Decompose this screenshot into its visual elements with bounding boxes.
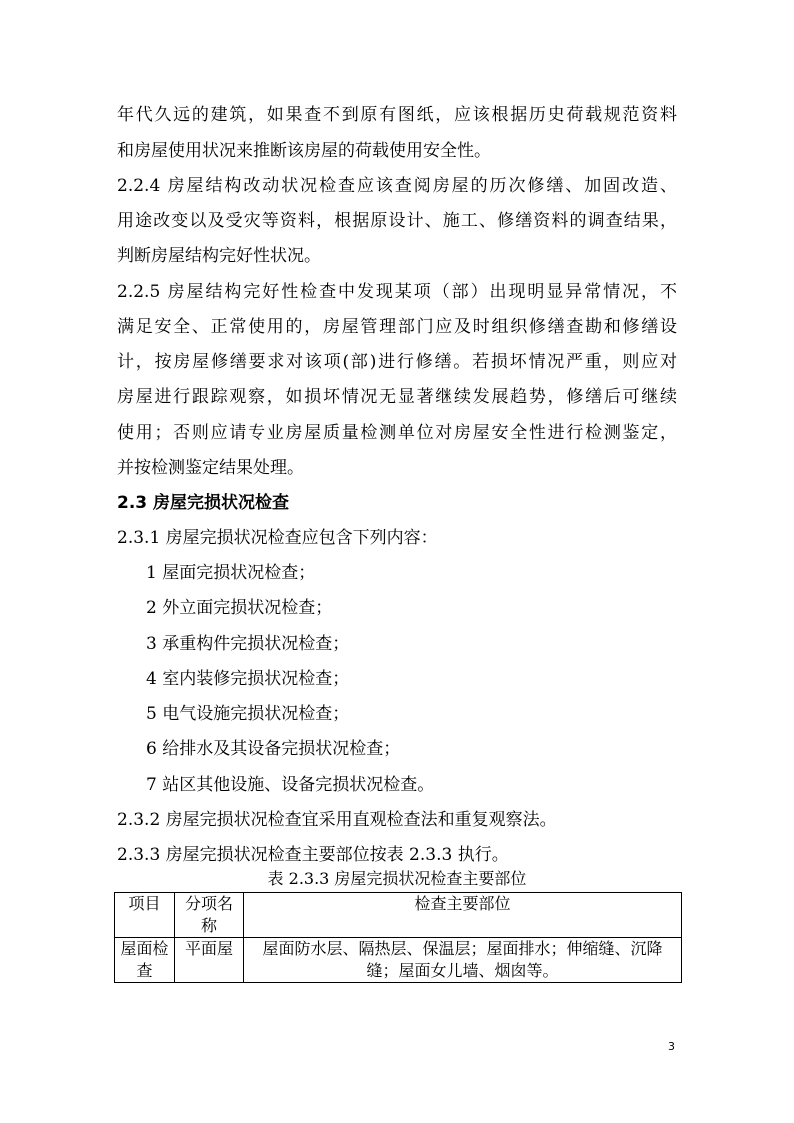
- clause-233: 2.3.3 房屋完损状况检查主要部位按表 2.3.3 执行。: [117, 845, 509, 865]
- inspection-table: [114, 892, 682, 983]
- paragraph-line: 使用；否则应请专业房屋质量检测单位对房屋安全性进行检测鉴定，: [117, 423, 677, 443]
- table-header-row: [115, 893, 682, 938]
- header-cell: 分项名称: [175, 893, 244, 938]
- paragraph-line: 年代久远的建筑，如果查不到原有图纸，应该根据历史荷载规范资料: [117, 105, 677, 125]
- list-item: 6 给排水及其设备完损状况检查；: [146, 739, 401, 759]
- header-cell: 检查主要部位: [244, 893, 682, 938]
- clause-224-line: 2.2.4 房屋结构改动状况检查应该查阅房屋的历次修缮、加固改造、: [117, 176, 677, 196]
- paragraph-line: 并按检测鉴定结果处理。: [117, 458, 304, 478]
- table-cell: 屋面防水层、隔热层、保温层；屋面排水；伸缩缝、沉降缝；屋面女儿墙、烟囱等。: [244, 938, 682, 983]
- table-cell: 屋面检查: [115, 938, 175, 983]
- paragraph-line: 计，按房屋修缮要求对该项(部)进行修缮。若损坏情况严重，则应对: [117, 352, 677, 372]
- list-item: 2 外立面完损状况检查；: [146, 598, 333, 618]
- list-item: 5 电气设施完损状况检查；: [146, 704, 350, 724]
- table-cell: 平面屋: [175, 938, 244, 983]
- list-item: 7 站区其他设施、设备完损状况检查。: [146, 775, 435, 795]
- clause-231: 2.3.1 房屋完损状况检查应包含下列内容：: [117, 528, 438, 548]
- list-item: 3 承重构件完损状况检查；: [146, 634, 350, 654]
- paragraph-line: 用途改变以及受灾等资料，根据原设计、施工、修缮资料的调查结果，: [117, 211, 677, 231]
- paragraph-line: 判断房屋结构完好性状况。: [117, 246, 321, 266]
- paragraph-line: 满足安全、正常使用的，房屋管理部门应及时组织修缮查勘和修缮设: [117, 317, 677, 337]
- page-number: 3: [668, 1040, 675, 1053]
- header-cell: 项目: [115, 893, 175, 938]
- paragraph-line: 和房屋使用状况来推断该房屋的荷载使用安全性。: [117, 141, 491, 161]
- list-item: 4 室内装修完损状况检查；: [146, 669, 350, 689]
- paragraph-line: 房屋进行跟踪观察，如损坏情况无显著继续发展趋势，修缮后可继续: [117, 387, 677, 407]
- section-heading: 2.3 房屋完损状况检查: [117, 493, 290, 513]
- clause-225-line: 2.2.5 房屋结构完好性检查中发现某项（部）出现明显异常情况，不: [117, 282, 677, 302]
- clause-232: 2.3.2 房屋完损状况检查宜采用直观检查法和重复观察法。: [117, 810, 557, 830]
- list-item: 1 屋面完损状况检查；: [146, 563, 316, 583]
- table-caption: 表 2.3.3 房屋完损状况检查主要部位: [267, 869, 527, 888]
- table-row: [115, 938, 682, 983]
